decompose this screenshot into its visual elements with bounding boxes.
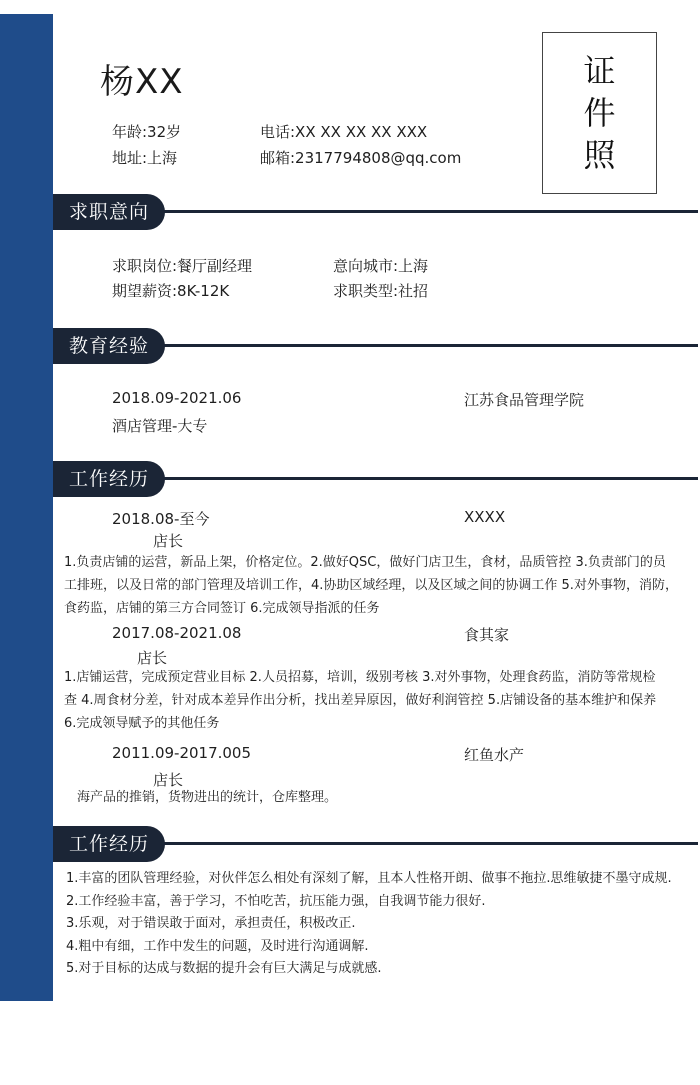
job-description (64, 551, 678, 620)
section-title-summary: 工作经历 (53, 826, 165, 862)
job-description-line: 查 4.周食材分差，针对成本差异作出分析，找出差异原因，做好利润管控 5.店铺设备的基本维护和保养 (64, 693, 657, 708)
intent-salary: 期望薪资:8K-12K (112, 282, 230, 300)
education-school: 江苏食品管理学院 (464, 391, 585, 409)
job-period: 2018.08-至今 (112, 510, 210, 528)
candidate-name: 杨XX (100, 62, 184, 102)
intent-type: 求职类型:社招 (333, 282, 429, 300)
photo-label: 证件照 (583, 52, 616, 174)
summary-item: 1.丰富的团队管理经验，对伙伴怎么相处有深刻了解，且本人性格开朗、做事不拖拉.思维敏捷不墨守成规. (66, 871, 672, 886)
job-role: 店长 (137, 649, 168, 667)
email: 邮箱:2317794808@qq.com (260, 149, 462, 167)
section-title-work: 工作经历 (53, 461, 165, 497)
job-company: 食其家 (464, 626, 510, 644)
section-divider-education (150, 344, 698, 347)
job-description-line: 海产品的推销，货物进出的统计，仓库整理。 (77, 790, 338, 805)
job-company: 红鱼水产 (464, 746, 525, 764)
summary-list (66, 868, 672, 981)
section-title-intent: 求职意向 (53, 194, 165, 230)
job-description-line: 6.完成领导赋予的其他任务 (64, 716, 220, 731)
section-title-education: 教育经验 (53, 328, 165, 364)
job-description-line: 1.店铺运营，完成预定营业目标 2.人员招募，培训，级别考核 3.对外事物，处理食药监，消防等常规检 (64, 670, 656, 685)
phone: 电话:XX XX XX XX XXX (260, 123, 428, 141)
address: 地址:上海 (112, 149, 178, 167)
section-divider-work (150, 477, 698, 480)
job-description-line: 食药监，店铺的第三方合同签订 6.完成领导指派的任务 (64, 601, 380, 616)
summary-item: 4.粗中有细，工作中发生的问题，及时进行沟通调解. (66, 938, 369, 954)
job-company: XXXX (464, 508, 506, 526)
summary-item: 2.工作经验丰富，善于学习，不怕吃苦，抗压能力强，自我调节能力很好. (66, 893, 486, 909)
job-role: 店长 (153, 771, 184, 789)
photo-placeholder (542, 32, 657, 194)
education-period: 2018.09-2021.06 (112, 389, 242, 407)
job-role: 店长 (153, 532, 184, 550)
job-description (64, 666, 656, 735)
section-divider-summary (150, 842, 698, 845)
education-major: 酒店管理-大专 (112, 417, 208, 435)
summary-item: 5.对于目标的达成与数据的提升会有巨大满足与成就感. (66, 961, 382, 976)
intent-position: 求职岗位:餐厅副经理 (112, 257, 253, 275)
job-description-line: 1.负责店铺的运营，新品上架，价格定位。2.做好QSC，做好门店卫生，食材，品质管控 3.负责部门的员 (64, 555, 666, 570)
job-period: 2017.08-2021.08 (112, 624, 242, 642)
section-divider-intent (150, 210, 698, 213)
summary-item: 3.乐观，对于错误敢于面对，承担责任，积极改正. (66, 916, 356, 931)
intent-city: 意向城市:上海 (333, 257, 429, 275)
age: 年龄:32岁 (112, 123, 182, 141)
left-accent-bar (0, 14, 53, 1001)
job-period: 2011.09-2017.005 (112, 744, 252, 762)
job-description-line: 工排班，以及日常的部门管理及培训工作，4.协助区域经理，以及区域之间的协调工作 5.对外事物，消防， (64, 578, 678, 593)
job-description (77, 786, 337, 809)
